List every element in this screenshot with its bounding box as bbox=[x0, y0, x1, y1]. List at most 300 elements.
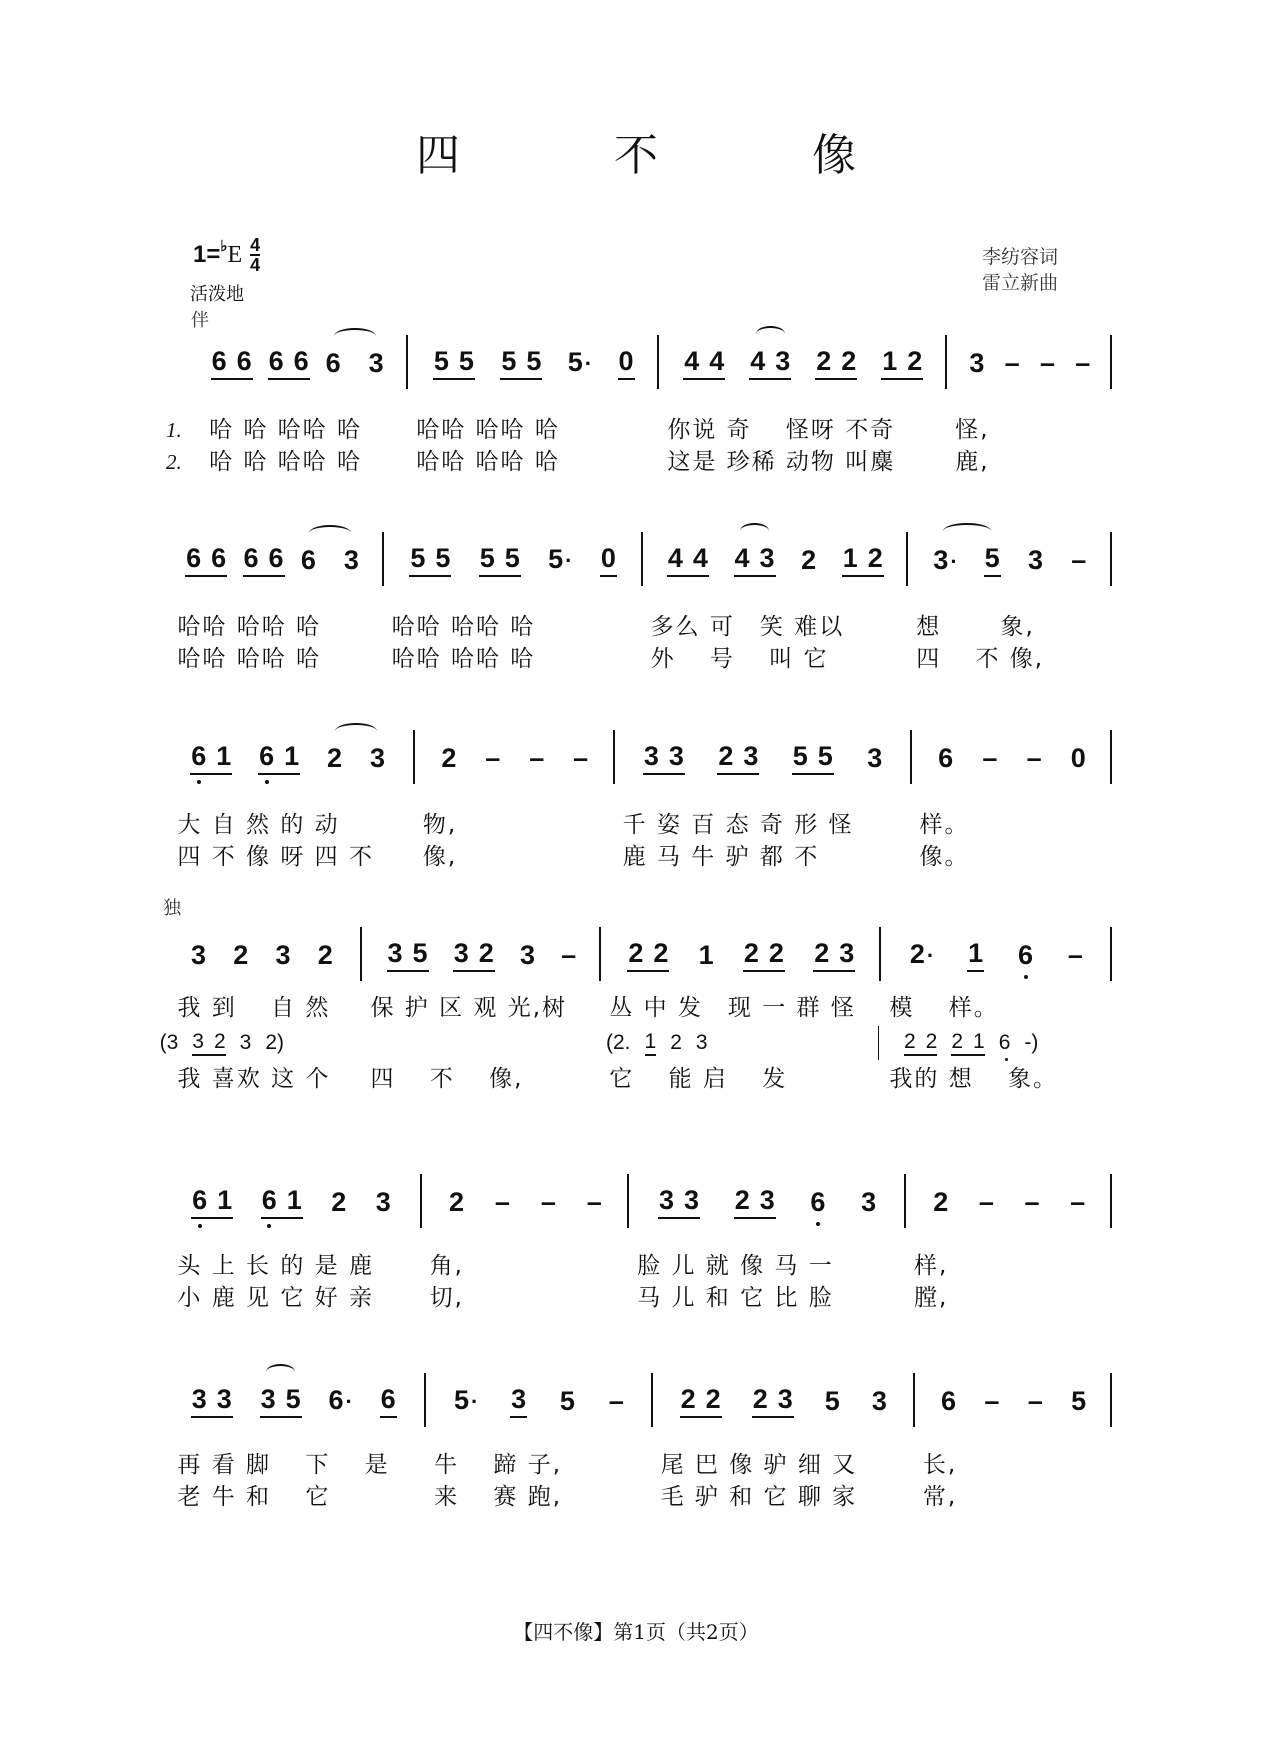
measure bbox=[167, 730, 409, 786]
note-6: 6 bbox=[300, 545, 316, 575]
note-3: 3 bbox=[759, 543, 775, 573]
eighth-note-group bbox=[211, 346, 253, 380]
note-6: 6 bbox=[259, 741, 275, 771]
note-5: 5 bbox=[817, 741, 833, 771]
eighth-note-group bbox=[618, 346, 635, 380]
bar-line bbox=[627, 1174, 629, 1228]
slur bbox=[260, 1384, 302, 1418]
measure bbox=[908, 1174, 1110, 1230]
augmentation-dot: · bbox=[584, 351, 593, 376]
dash-mark: – bbox=[1004, 348, 1020, 378]
note-6: 6 bbox=[941, 1386, 957, 1416]
note-5: 5 bbox=[559, 1386, 575, 1416]
note-2: 2 bbox=[653, 938, 669, 968]
note-2: 2 bbox=[317, 940, 333, 970]
measure bbox=[167, 532, 377, 588]
dash-mark: – bbox=[529, 743, 545, 773]
dash-mark: – bbox=[561, 940, 577, 970]
bar-line bbox=[406, 335, 408, 389]
dash-mark: – bbox=[1024, 1187, 1040, 1217]
interlude-note: 2 bbox=[925, 1030, 938, 1053]
lyric-segment: 我 到 自 然 bbox=[177, 995, 331, 1021]
eighth-note-group bbox=[680, 1384, 722, 1418]
measure bbox=[424, 1174, 628, 1230]
measure bbox=[410, 335, 657, 391]
note-5: 5 bbox=[458, 346, 474, 376]
rest-note: 0 bbox=[1070, 743, 1086, 773]
composer: 雷立新曲 bbox=[982, 272, 1059, 294]
measure bbox=[661, 335, 945, 391]
note-2: 2 bbox=[628, 938, 644, 968]
note-3: 3 bbox=[191, 940, 207, 970]
eighth-note-group bbox=[268, 346, 310, 380]
eighth-note-group bbox=[600, 543, 617, 577]
augmentation-dot: · bbox=[950, 549, 958, 574]
interlude-note: 2 bbox=[951, 1030, 964, 1053]
note-2: 2 bbox=[801, 545, 817, 575]
bar-line bbox=[413, 730, 415, 784]
eighth-note-group bbox=[842, 543, 884, 577]
note-3: 3 bbox=[777, 1384, 793, 1414]
lyric-segment: 鹿, bbox=[955, 449, 990, 475]
bar-line bbox=[1110, 532, 1112, 586]
bar-line bbox=[360, 927, 362, 981]
lyric-segment: 小 鹿 见 它 好 亲 bbox=[177, 1285, 374, 1311]
lyric-segment: 样。 bbox=[919, 812, 970, 838]
note-1: 1 bbox=[286, 1185, 302, 1215]
dash-mark: – bbox=[573, 743, 589, 773]
note-6: 6 bbox=[186, 543, 202, 573]
note-6: 6· bbox=[328, 1385, 353, 1415]
time-bottom: 4 bbox=[250, 255, 261, 275]
dash-mark: – bbox=[1027, 1386, 1043, 1416]
note-4: 4 bbox=[684, 346, 700, 376]
flat-sign: ♭ bbox=[220, 238, 228, 255]
dash-mark: – bbox=[978, 1187, 994, 1217]
lyric-segment: 多么 可 笑 难以 bbox=[650, 614, 845, 640]
measure bbox=[917, 1373, 1111, 1429]
eighth-note-group bbox=[185, 543, 227, 577]
eighth-note-group bbox=[683, 346, 725, 380]
slur bbox=[734, 543, 776, 577]
lyric-segment: 哈哈 哈哈 哈 bbox=[391, 614, 536, 640]
note-6: 6 bbox=[380, 1384, 396, 1414]
bar-line bbox=[1110, 335, 1112, 389]
interlude-note: (3 bbox=[159, 1031, 179, 1054]
dash-mark: – bbox=[1075, 348, 1091, 378]
slur bbox=[749, 346, 791, 380]
note-1: 1 bbox=[842, 543, 858, 573]
measure bbox=[910, 532, 1110, 588]
dash-mark: – bbox=[1070, 1187, 1086, 1217]
note-5: 5 bbox=[824, 1386, 840, 1416]
lyric-segment: 千 姿 百 态 奇 形 怪 bbox=[622, 812, 854, 838]
lyric-segment: 哈 哈 哈哈 哈 bbox=[209, 449, 362, 475]
slur bbox=[326, 743, 386, 773]
dash-mark: – bbox=[608, 1386, 624, 1416]
note-6: 6 bbox=[211, 346, 227, 376]
augmentation-dot: · bbox=[471, 1389, 479, 1414]
note-6: 6 bbox=[211, 543, 227, 573]
interlude-note: 3 bbox=[239, 1031, 252, 1054]
interlude-notes bbox=[904, 1031, 1038, 1055]
bar-line bbox=[1110, 730, 1112, 784]
eighth-note-group bbox=[261, 1185, 303, 1219]
note-5: 5 bbox=[410, 543, 426, 573]
note-6: 6 bbox=[293, 346, 309, 376]
interlude-note: 3 bbox=[695, 1031, 708, 1054]
note-3: 3 bbox=[684, 1185, 700, 1215]
note-1: 1 bbox=[216, 741, 232, 771]
eighth-note-group bbox=[749, 346, 791, 380]
note-5: 5 bbox=[504, 543, 520, 573]
eighth-note-group bbox=[984, 543, 1001, 577]
note-5: 5 bbox=[433, 346, 449, 376]
note-6: 6 bbox=[938, 743, 954, 773]
page-footer: 【四不像】第1页（共2页） bbox=[513, 1620, 759, 1644]
note-5: 5· bbox=[453, 1385, 479, 1415]
slur bbox=[933, 543, 1000, 577]
eighth-note-group bbox=[260, 1384, 302, 1418]
lyric-segment: 膛, bbox=[913, 1285, 949, 1311]
interlude-group bbox=[192, 1030, 225, 1056]
bar-line bbox=[879, 927, 881, 981]
eighth-note-group bbox=[627, 938, 669, 972]
note-5: 5· bbox=[567, 347, 593, 377]
bar-line bbox=[878, 1026, 879, 1060]
measure bbox=[364, 927, 599, 983]
note-2: 2 bbox=[814, 938, 830, 968]
note-3: 3 bbox=[368, 348, 384, 378]
eighth-note-group bbox=[243, 543, 285, 577]
lyric-segment: 哈哈 哈哈 哈 bbox=[391, 646, 536, 672]
note-3: 3 bbox=[519, 940, 535, 970]
interlude-note: 6 bbox=[998, 1031, 1011, 1054]
note-2: 2 bbox=[867, 543, 883, 573]
note-5: 5 bbox=[479, 543, 495, 573]
lyric-segment: 样, bbox=[913, 1253, 949, 1279]
dash-mark: – bbox=[1067, 940, 1083, 970]
lyric-segment: 四 不 像 呀 四 不 bbox=[177, 844, 374, 870]
lyric-segment: 它 能 启 发 bbox=[609, 1066, 788, 1092]
measure bbox=[617, 730, 910, 786]
note-6: 6 bbox=[810, 1187, 826, 1217]
note-1: 1 bbox=[882, 346, 898, 376]
bar-line bbox=[613, 730, 615, 784]
measure bbox=[631, 1174, 904, 1230]
note-1: 1 bbox=[284, 741, 300, 771]
slur bbox=[300, 545, 360, 575]
note-2: 2 bbox=[743, 938, 759, 968]
note-1: 1 bbox=[968, 938, 984, 968]
lyric-segment: 物, bbox=[422, 812, 458, 838]
note-6: 6 bbox=[191, 741, 207, 771]
eighth-note-group bbox=[667, 543, 709, 577]
note-1: 1 bbox=[698, 940, 714, 970]
key-signature bbox=[193, 236, 260, 274]
note-6: 6 bbox=[243, 543, 259, 573]
bar-line bbox=[599, 927, 601, 981]
bar-line bbox=[657, 335, 659, 389]
eighth-note-group bbox=[409, 543, 451, 577]
bar-line bbox=[910, 730, 912, 784]
augmentation-dot: · bbox=[565, 548, 573, 573]
note-2: 2 bbox=[933, 1187, 949, 1217]
interlude-notes bbox=[160, 1031, 284, 1055]
lyric-segment: 哈哈 哈哈 哈 bbox=[177, 646, 322, 672]
measure bbox=[167, 1373, 420, 1429]
interlude-notes bbox=[606, 1031, 708, 1055]
interlude-note: 3 bbox=[192, 1030, 204, 1053]
note-2: 2 bbox=[752, 1384, 768, 1414]
lyric-segment: 像。 bbox=[919, 844, 970, 870]
interlude-group bbox=[951, 1030, 984, 1056]
eighth-note-group bbox=[752, 1384, 794, 1418]
lyric-segment: 哈 哈 哈哈 哈 bbox=[209, 417, 362, 443]
note-3: 3 bbox=[759, 1185, 775, 1215]
measure bbox=[883, 927, 1110, 983]
lyric-segment: 哈哈 哈哈 哈 bbox=[177, 614, 322, 640]
note-3: 3 bbox=[511, 1384, 527, 1414]
measure bbox=[645, 532, 907, 588]
note-2: 2 bbox=[680, 1384, 696, 1414]
augmentation-dot: · bbox=[926, 943, 935, 968]
measure bbox=[603, 927, 879, 983]
note-5: 5 bbox=[792, 741, 808, 771]
verse-number: 1. bbox=[166, 418, 182, 442]
time-top: 4 bbox=[250, 235, 261, 255]
eighth-note-group bbox=[190, 741, 232, 775]
note-3: 3 bbox=[668, 741, 684, 771]
bar-line bbox=[913, 1373, 915, 1427]
note-2: 2 bbox=[841, 346, 857, 376]
dash-mark: – bbox=[485, 743, 501, 773]
note-6: 6 bbox=[325, 348, 341, 378]
lyric-segment: 哈哈 哈哈 哈 bbox=[416, 449, 560, 475]
note-3: 3 bbox=[343, 545, 359, 575]
eighth-note-group bbox=[815, 346, 857, 380]
note-3: 3 bbox=[871, 1386, 887, 1416]
note-5: 5 bbox=[1071, 1386, 1087, 1416]
lyric-segment: 长, bbox=[922, 1452, 958, 1478]
dash-mark: – bbox=[1071, 545, 1087, 575]
eighth-note-group bbox=[658, 1185, 700, 1219]
note-6: 6 bbox=[192, 1185, 208, 1215]
lyric-segment: 这是 珍稀 动物 叫麋 bbox=[667, 449, 896, 475]
lyric-segment: 尾 巴 像 驴 细 又 bbox=[660, 1452, 858, 1478]
eighth-note-group bbox=[881, 346, 923, 380]
dash-mark: – bbox=[494, 1187, 510, 1217]
note-3: 3 bbox=[453, 938, 469, 968]
note-2: 2 bbox=[734, 1185, 750, 1215]
lyric-segment: 老 牛 和 它 bbox=[177, 1484, 331, 1510]
note-3: 3 bbox=[216, 1384, 232, 1414]
lyric-segment: 鹿 马 牛 驴 都 不 bbox=[622, 844, 820, 870]
lyric-segment: 我的 想 象。 bbox=[889, 1066, 1059, 1092]
lyric-segment: 你说 奇 怪呀 不奇 bbox=[667, 417, 896, 443]
note-3: 3 bbox=[1027, 545, 1043, 575]
lyric-segment: 哈哈 哈哈 哈 bbox=[416, 417, 560, 443]
note-2: 2 bbox=[331, 1187, 347, 1217]
dash-mark: – bbox=[984, 1386, 1000, 1416]
augmentation-dot: · bbox=[345, 1389, 353, 1414]
interlude-note: 2 bbox=[213, 1030, 226, 1053]
eighth-note-group bbox=[510, 1384, 527, 1418]
credits bbox=[982, 244, 1058, 296]
lyric-segment: 外 号 叫 它 bbox=[650, 646, 829, 672]
eighth-note-group bbox=[813, 938, 855, 972]
note-1: 1 bbox=[217, 1185, 233, 1215]
note-2: 2 bbox=[705, 1384, 721, 1414]
note-3: 3 bbox=[969, 348, 985, 378]
lyric-segment: 切, bbox=[429, 1285, 464, 1311]
eighth-note-group bbox=[500, 346, 542, 380]
eighth-note-group bbox=[734, 543, 776, 577]
key-note: E bbox=[227, 242, 243, 268]
bar-line bbox=[1110, 1174, 1112, 1228]
eighth-note-group bbox=[191, 1384, 233, 1418]
note-3: 3 bbox=[861, 1187, 877, 1217]
note-3: 3· bbox=[933, 545, 958, 575]
note-3: 3 bbox=[387, 938, 403, 968]
interlude-note: 1 bbox=[973, 1030, 985, 1053]
lyric-segment: 脸 儿 就 像 马 一 bbox=[637, 1253, 834, 1279]
note-5: 5 bbox=[435, 543, 451, 573]
eighth-note-group bbox=[743, 938, 785, 972]
note-5: 5 bbox=[285, 1384, 301, 1414]
lyric-segment: 牛 蹄 子, bbox=[434, 1452, 563, 1478]
interlude-note: 1 bbox=[644, 1030, 657, 1053]
note-5: 5 bbox=[412, 938, 428, 968]
bar-line bbox=[641, 532, 643, 586]
bar-line bbox=[906, 532, 908, 586]
slur bbox=[325, 348, 385, 378]
lyric-segment: 毛 驴 和 它 聊 家 bbox=[660, 1484, 858, 1510]
bar-line bbox=[945, 335, 947, 389]
dash-mark: – bbox=[540, 1187, 556, 1217]
measure bbox=[428, 1373, 651, 1429]
interlude-group bbox=[645, 1030, 657, 1056]
eighth-note-group bbox=[479, 543, 521, 577]
lyric-segment: 角, bbox=[429, 1253, 464, 1279]
lyric-segment: 怪, bbox=[955, 417, 990, 443]
interlude-note: 2 bbox=[670, 1031, 682, 1054]
interlude-group bbox=[904, 1030, 937, 1056]
lyric-segment: 马 儿 和 它 比 脸 bbox=[637, 1285, 834, 1311]
dash-mark: – bbox=[586, 1187, 602, 1217]
solo-label: 独 bbox=[163, 898, 181, 919]
lyric-segment: 想 象, bbox=[916, 614, 1035, 640]
lyric-segment: 头 上 长 的 是 鹿 bbox=[177, 1253, 374, 1279]
lyric-segment: 来 赛 跑, bbox=[434, 1484, 563, 1510]
note-2: 2 bbox=[441, 743, 457, 773]
interlude-note: -) bbox=[1024, 1031, 1039, 1054]
note-3: 3 bbox=[867, 743, 883, 773]
time-signature bbox=[250, 236, 260, 274]
note-2: 2 bbox=[478, 938, 494, 968]
note-6: 6 bbox=[268, 346, 284, 376]
lyric-segment: 保 护 区 观 光,树 bbox=[370, 995, 568, 1021]
eighth-note-group bbox=[967, 938, 984, 972]
lyricist: 李纺容词 bbox=[982, 246, 1059, 268]
note-2: 2· bbox=[909, 939, 935, 969]
note-3: 3 bbox=[260, 1384, 276, 1414]
note-2: 2 bbox=[907, 346, 923, 376]
measure bbox=[167, 1174, 415, 1230]
note-2: 2 bbox=[718, 741, 734, 771]
rest-note: 0 bbox=[618, 346, 634, 376]
measure bbox=[167, 927, 356, 983]
lyric-segment: 模 样。 bbox=[889, 995, 999, 1021]
note-6: 6 bbox=[261, 1185, 277, 1215]
note-4: 4 bbox=[709, 346, 725, 376]
interlude-note: (2. bbox=[605, 1031, 631, 1054]
note-6: 6 bbox=[1018, 940, 1034, 970]
dash-mark: – bbox=[1039, 348, 1055, 378]
dash-mark: – bbox=[982, 743, 998, 773]
measure bbox=[417, 730, 613, 786]
note-4: 4 bbox=[734, 543, 750, 573]
bar-line bbox=[651, 1373, 653, 1427]
note-2: 2 bbox=[233, 940, 249, 970]
note-3: 3 bbox=[643, 741, 659, 771]
eighth-note-group bbox=[433, 346, 475, 380]
eighth-note-group bbox=[258, 741, 300, 775]
verse-number: 2. bbox=[166, 450, 182, 474]
lyric-segment: 四 不 像, bbox=[370, 1066, 524, 1092]
bar-line bbox=[420, 1174, 422, 1228]
note-3: 3 bbox=[659, 1185, 675, 1215]
note-2: 2 bbox=[816, 346, 832, 376]
note-6: 6 bbox=[236, 346, 252, 376]
note-5: 5 bbox=[501, 346, 517, 376]
measure bbox=[655, 1373, 913, 1429]
eighth-note-group bbox=[380, 1384, 397, 1418]
measure bbox=[386, 532, 641, 588]
measure bbox=[193, 335, 402, 391]
eighth-note-group bbox=[792, 741, 834, 775]
tempo-marking: 活泼地 bbox=[190, 284, 244, 305]
bar-line bbox=[382, 532, 384, 586]
note-3: 3 bbox=[275, 940, 291, 970]
eighth-note-group bbox=[387, 938, 429, 972]
lyric-segment: 像, bbox=[422, 844, 458, 870]
lyric-segment: 四 不 像, bbox=[916, 646, 1045, 672]
key-prefix: 1= bbox=[193, 241, 221, 268]
lyric-segment: 丛 中 发 现 一 群 怪 bbox=[609, 995, 856, 1021]
bar-line bbox=[1110, 1373, 1112, 1427]
note-5: 5· bbox=[548, 544, 573, 574]
eighth-note-group bbox=[717, 741, 759, 775]
accompaniment-label: 伴 bbox=[191, 310, 209, 331]
note-2: 2 bbox=[326, 743, 342, 773]
eighth-note-group bbox=[734, 1185, 776, 1219]
lyric-segment: 我 喜欢 这 个 bbox=[177, 1066, 331, 1092]
interlude-note: 2) bbox=[265, 1031, 285, 1054]
note-3: 3 bbox=[743, 741, 759, 771]
eighth-note-group bbox=[191, 1185, 233, 1219]
note-3: 3 bbox=[775, 346, 791, 376]
note-5: 5 bbox=[984, 543, 1000, 573]
lyric-segment: 大 自 然 的 动 bbox=[177, 812, 340, 838]
song-title: 四 不 像 bbox=[416, 130, 926, 181]
measure bbox=[949, 335, 1110, 391]
note-5: 5 bbox=[526, 346, 542, 376]
bar-line bbox=[1110, 927, 1112, 981]
note-4: 4 bbox=[750, 346, 766, 376]
note-4: 4 bbox=[692, 543, 708, 573]
note-2: 2 bbox=[449, 1187, 465, 1217]
